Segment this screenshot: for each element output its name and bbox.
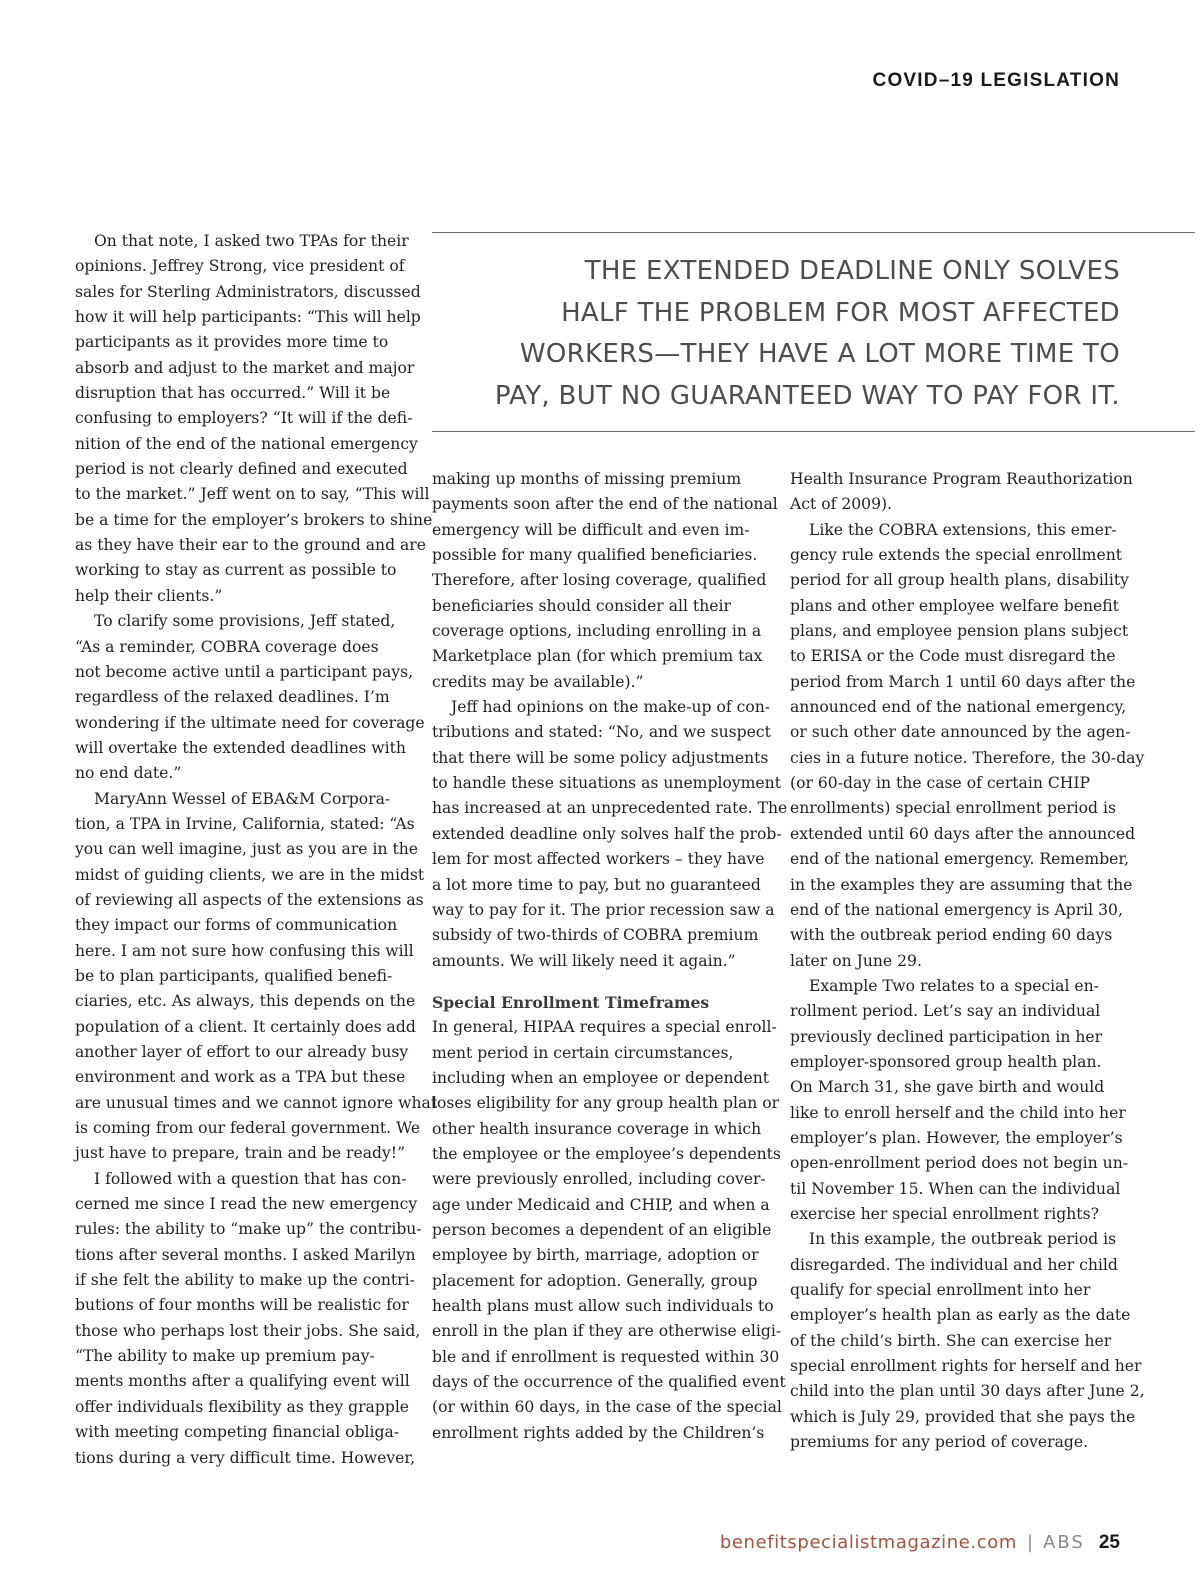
text-line: (or within 60 days, in the case of the special bbox=[432, 1398, 782, 1417]
text-line: payments soon after the end of the national bbox=[432, 495, 778, 514]
text-line: gency rule extends the special enrollment bbox=[790, 546, 1123, 565]
text-line: premiums for any period of coverage. bbox=[790, 1433, 1089, 1452]
text-line: plans and other employee welfare benefit bbox=[790, 596, 1119, 615]
article-column-1 bbox=[75, 229, 438, 1471]
text-line: be to plan participants, qualified benefi- bbox=[75, 966, 393, 985]
text-line: age under Medicaid and CHIP, and when a bbox=[432, 1195, 770, 1214]
text-line: working to stay as current as possible to bbox=[75, 561, 397, 580]
text-line: that there will be some policy adjustments bbox=[432, 748, 769, 767]
text-line: tions after several months. I asked Marilyn bbox=[75, 1245, 416, 1264]
text-line: I followed with a question that has con- bbox=[94, 1169, 407, 1188]
text-line: nition of the end of the national emergency bbox=[75, 434, 418, 453]
text-line: Like the COBRA extensions, this emer- bbox=[809, 520, 1117, 539]
text-line: which is July 29, provided that she pays the bbox=[790, 1407, 1136, 1426]
text-line: with meeting competing financial obliga- bbox=[75, 1423, 400, 1442]
text-line: special enrollment rights for herself and her bbox=[790, 1357, 1142, 1376]
text-line: qualify for special enrollment into her bbox=[790, 1281, 1091, 1299]
pullquote bbox=[432, 232, 1195, 432]
text-line: ment period in certain circumstances, bbox=[432, 1043, 734, 1062]
text-line: including when an employee or dependent bbox=[432, 1068, 770, 1087]
text-line: til November 15. When can the individual bbox=[790, 1179, 1121, 1198]
text-line: coverage options, including enrolling in a bbox=[432, 622, 762, 641]
text-line: butions of four months will be realistic for bbox=[75, 1296, 409, 1315]
text-line: amounts. We will likely need it again.” bbox=[432, 951, 736, 970]
text-line: opinions. Jeffrey Strong, vice president of bbox=[75, 257, 405, 276]
text-line: announced end of the national emergency, bbox=[790, 698, 1127, 717]
text-line: of the child’s birth. She can exercise her bbox=[790, 1331, 1112, 1350]
text-line: they impact our forms of communication bbox=[75, 916, 398, 935]
pullquote-line: WORKERS—THEY HAVE A LOT MORE TIME TO bbox=[519, 339, 1120, 369]
text-line: Example Two relates to a special en- bbox=[809, 976, 1099, 995]
text-line: previously declined participation in her bbox=[790, 1027, 1103, 1046]
text-line: you can well imagine, just as you are in the bbox=[75, 840, 418, 859]
text-line: other health insurance coverage in which bbox=[432, 1119, 762, 1138]
text-line: placement for adoption. Generally, group bbox=[432, 1271, 758, 1290]
paragraph-gap bbox=[432, 974, 772, 990]
text-line: here. I am not sure how confusing this will bbox=[75, 941, 414, 960]
text-line: to the market.” Jeff went on to say, “This will bbox=[75, 485, 430, 504]
text-line: if she felt the ability to make up the contri- bbox=[75, 1271, 415, 1290]
text-line: those who perhaps lost their jobs. She said, bbox=[75, 1321, 421, 1340]
text-line: lem for most affected workers – they have bbox=[432, 850, 765, 869]
text-line: Jeff had opinions on the make-up of con- bbox=[451, 698, 771, 717]
text-line: beneficiaries should consider all their bbox=[432, 596, 731, 615]
text-line: exercise her special enrollment rights? bbox=[790, 1204, 1099, 1223]
text-line: In this example, the outbreak period is bbox=[809, 1230, 1117, 1249]
text-line: offer individuals flexibility as they grapple bbox=[75, 1397, 410, 1416]
text-line: “The ability to make up premium pay- bbox=[75, 1347, 375, 1366]
text-line: open-enrollment period does not begin un- bbox=[790, 1154, 1129, 1173]
text-line: To clarify some provisions, Jeff stated, bbox=[94, 612, 396, 631]
text-line: cerned me since I read the new emergency bbox=[75, 1195, 418, 1214]
text-line: employee by birth, marriage, adoption or bbox=[432, 1246, 759, 1265]
text-line: child into the plan until 30 days after June 2, bbox=[790, 1382, 1145, 1401]
text-line: rules: the ability to “make up” the contribu- bbox=[75, 1220, 422, 1239]
text-line: in the examples they are assuming that the bbox=[790, 875, 1133, 894]
text-line: Act of 2009). bbox=[790, 495, 893, 514]
page-footer bbox=[720, 1532, 1120, 1554]
text-line: another layer of effort to our already busy bbox=[75, 1043, 409, 1061]
text-line: emergency will be difficult and even im- bbox=[432, 520, 750, 539]
text-line: cies in a future notice. Therefore, the 30-day bbox=[790, 748, 1145, 767]
text-line: employer’s plan. However, the employer’s bbox=[790, 1128, 1123, 1147]
text-line: end of the national emergency is April 30, bbox=[790, 900, 1123, 919]
text-line: employer-sponsored group health plan. bbox=[790, 1052, 1102, 1071]
text-line: period from March 1 until 60 days after the bbox=[790, 672, 1136, 691]
text-line: not become active until a participant pays, bbox=[75, 662, 414, 681]
text-line: the employee or the employee’s dependents bbox=[432, 1144, 781, 1163]
text-line: no end date.” bbox=[75, 764, 182, 783]
text-line: employer’s health plan as early as the date bbox=[790, 1306, 1131, 1325]
pullquote-line: THE EXTENDED DEADLINE ONLY SOLVES bbox=[584, 256, 1120, 286]
footer-website: benefitspecialistmagazine.com bbox=[719, 1532, 1017, 1553]
text-line: (or 60-day in the case of certain CHIP bbox=[790, 774, 1091, 793]
text-line: tion, a TPA in Irvine, California, stated: “As bbox=[75, 814, 415, 833]
text-line: tributions and stated: “No, and we suspect bbox=[432, 723, 771, 742]
text-line: later on June 29. bbox=[790, 951, 922, 970]
footer-publication: ABS bbox=[1043, 1532, 1085, 1553]
text-line: wondering if the ultimate need for coverage bbox=[75, 713, 425, 732]
text-line: tions during a very difficult time. However, bbox=[75, 1448, 416, 1467]
text-line: just have to prepare, train and be ready!” bbox=[75, 1144, 406, 1163]
text-line: of reviewing all aspects of the extensions as bbox=[75, 890, 424, 909]
text-line: to ERISA or the Code must disregard the bbox=[790, 647, 1116, 666]
text-line: disregarded. The individual and her child bbox=[790, 1255, 1118, 1274]
text-line: help their clients.” bbox=[75, 586, 223, 605]
text-line: has increased at an unprecedented rate. The bbox=[432, 799, 788, 818]
text-line: On that note, I asked two TPAs for their bbox=[94, 232, 409, 250]
text-line: subsidy of two-thirds of COBRA premium bbox=[432, 926, 759, 945]
text-line: making up months of missing premium bbox=[432, 470, 742, 488]
text-line: Marketplace plan (for which premium tax bbox=[432, 647, 763, 666]
text-line: are unusual times and we cannot ignore what bbox=[75, 1093, 438, 1112]
text-line: or such other date announced by the agen- bbox=[790, 723, 1131, 742]
text-line: days of the occurrence of the qualified event bbox=[432, 1373, 786, 1392]
text-line: In general, HIPAA requires a special enroll- bbox=[432, 1018, 777, 1037]
article-column-3 bbox=[790, 467, 1145, 1455]
text-line: population of a client. It certainly does add bbox=[75, 1017, 416, 1036]
text-line: extended deadline only solves half the prob- bbox=[432, 824, 782, 843]
pullquote-line: HALF THE PROBLEM FOR MOST AFFECTED bbox=[561, 297, 1120, 328]
text-line: to handle these situations as unemployment bbox=[432, 774, 781, 793]
text-line: period is not clearly defined and executed bbox=[75, 460, 408, 479]
text-line: health plans must allow such individuals to bbox=[432, 1297, 774, 1315]
text-line: ble and if enrollment is requested within 30 bbox=[432, 1347, 780, 1366]
text-line: end of the national emergency. Remember, bbox=[790, 850, 1130, 869]
text-line: rollment period. Let’s say an individual bbox=[790, 1002, 1101, 1021]
text-line: absorb and adjust to the market and major bbox=[75, 358, 415, 377]
text-line: environment and work as a TPA but these bbox=[75, 1068, 406, 1087]
text-line: were previously enrolled, including cover- bbox=[432, 1170, 766, 1189]
text-line: period for all group health plans, disability bbox=[790, 571, 1129, 590]
text-line: way to pay for it. The prior recession saw a bbox=[432, 900, 775, 919]
pullquote-line: PAY, BUT NO GUARANTEED WAY TO PAY FOR IT. bbox=[494, 380, 1120, 411]
text-line: be a time for the employer’s brokers to shine bbox=[75, 510, 433, 529]
text-line: ciaries, etc. As always, this depends on the bbox=[75, 992, 416, 1011]
text-line: Health Insurance Program Reauthorization bbox=[790, 470, 1133, 488]
text-line: loses eligibility for any group health plan or bbox=[432, 1094, 780, 1113]
text-line: possible for many qualified beneficiaries. bbox=[432, 546, 758, 565]
text-line: regardless of the relaxed deadlines. I’m bbox=[75, 688, 390, 707]
text-line: sales for Sterling Administrators, discussed bbox=[75, 282, 421, 301]
text-line: Therefore, after losing coverage, qualified bbox=[432, 571, 767, 590]
text-line: as they have their ear to the ground and are bbox=[75, 536, 426, 555]
text-line: with the outbreak period ending 60 days bbox=[790, 926, 1113, 945]
text-line: credits may be available).” bbox=[432, 672, 644, 691]
text-line: a lot more time to pay, but no guaranteed bbox=[432, 875, 761, 894]
text-line: enroll in the plan if they are otherwise eligi- bbox=[432, 1322, 782, 1341]
text-line: “As a reminder, COBRA coverage does bbox=[75, 637, 379, 656]
text-line: will overtake the extended deadlines with bbox=[75, 738, 406, 757]
footer-separator: | bbox=[1027, 1532, 1034, 1553]
text-line: participants as it provides more time to bbox=[75, 333, 389, 352]
text-line: MaryAnn Wessel of EBA&M Corpora- bbox=[94, 789, 391, 808]
page-number: 25 bbox=[1098, 1532, 1120, 1553]
text-line: ments months after a qualifying event will bbox=[75, 1372, 410, 1391]
text-line: like to enroll herself and the child into her bbox=[790, 1103, 1126, 1122]
section-label: COVID–19 LEGISLATION bbox=[872, 70, 1120, 91]
text-line: enrollments) special enrollment period is bbox=[790, 799, 1116, 818]
text-line: enrollment rights added by the Children’s bbox=[432, 1423, 765, 1442]
text-line: disruption that has occurred.” Will it be bbox=[75, 384, 391, 403]
text-line: how it will help participants: “This will help bbox=[75, 308, 421, 327]
text-line: plans, and employee pension plans subject bbox=[790, 622, 1129, 641]
section-heading: Special Enrollment Timeframes bbox=[432, 992, 710, 1012]
text-line: person becomes a dependent of an eligible bbox=[432, 1220, 772, 1239]
text-line: midst of guiding clients, we are in the midst bbox=[75, 865, 425, 884]
text-line: extended until 60 days after the announced bbox=[790, 824, 1136, 843]
text-line: is coming from our federal government. We bbox=[75, 1119, 421, 1138]
article-column-2 bbox=[432, 467, 788, 1446]
pullquote-text bbox=[420, 251, 1120, 417]
text-line: On March 31, she gave birth and would bbox=[790, 1078, 1105, 1097]
text-line: confusing to employers? “It will if the defi- bbox=[75, 409, 413, 428]
